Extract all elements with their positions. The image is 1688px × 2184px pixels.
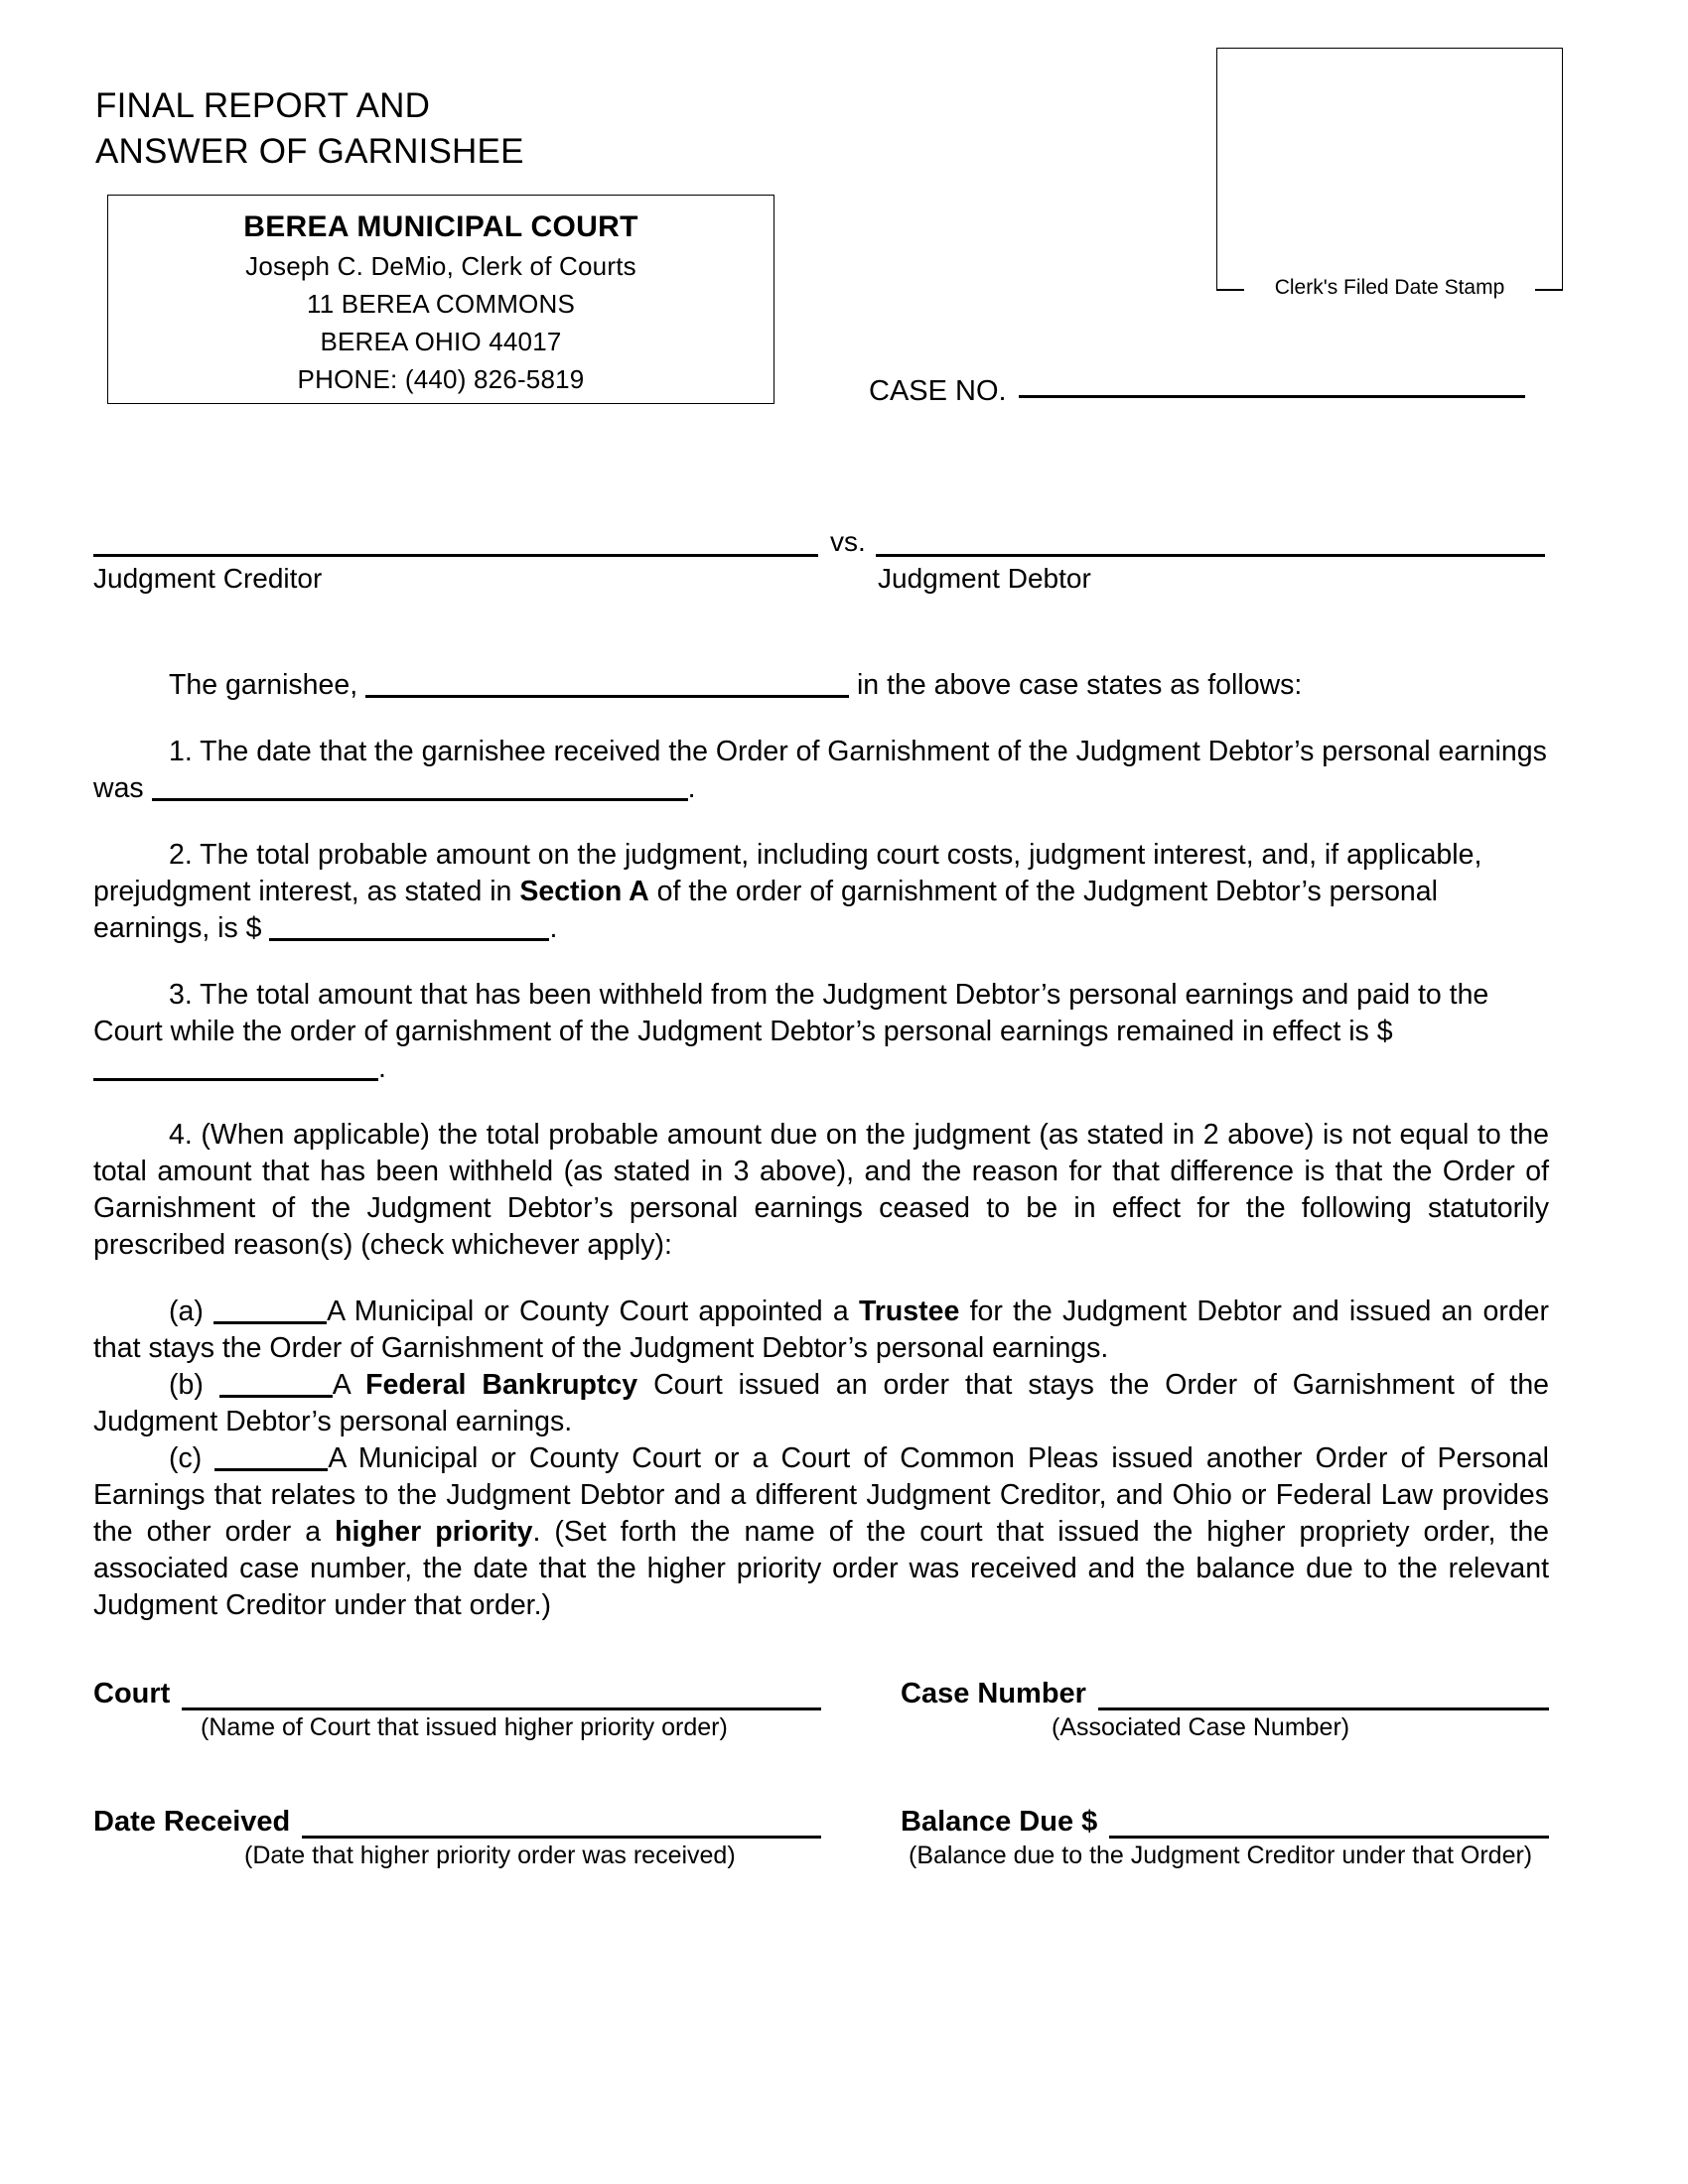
page-title <box>95 83 524 175</box>
case-number-field-input[interactable] <box>1098 1682 1549 1710</box>
item-2-text-mid: of the order of garnishment of the Judgment Debtor’s personal earnings, is $ <box>93 876 1438 944</box>
court-name: BEREA MUNICIPAL COURT <box>243 210 638 243</box>
court-field-label: Court <box>93 1678 171 1709</box>
balance-due-field-label: Balance Due $ <box>901 1806 1098 1838</box>
case-number-label: CASE NO. <box>869 375 1007 407</box>
item-2-text-pre: 2. The total probable amount on the judgment, including court costs, judgment interest, and, if applicable, prejudgment interest, as stated in <box>93 839 1482 907</box>
item-b-text-pre: A <box>332 1369 351 1401</box>
court-phone: PHONE: (440) 826-5819 <box>297 364 585 394</box>
item-c-text-pre: A Municipal or County Court or a Court of Common Pleas issued another Order of Personal Earnings that relates to the Judgment Debtor and a different Judgment Creditor, and Ohio or Federal Law provides the other order a <box>93 1442 1549 1548</box>
item-c-checkbox-line[interactable] <box>214 1443 328 1471</box>
page-title-line-1: FINAL REPORT AND <box>95 86 431 125</box>
item-2-period: . <box>549 912 558 944</box>
judgment-debtor-caption: Judgment Debtor <box>878 563 1091 594</box>
item-b-checkbox-line[interactable] <box>219 1370 333 1398</box>
item-c-label: (c) <box>169 1442 203 1474</box>
higher-priority-order-fields <box>93 1678 1549 1870</box>
item-a-checkbox-line[interactable] <box>213 1297 327 1324</box>
item-1-paragraph <box>93 734 1549 807</box>
form-row-date-balance <box>93 1806 1549 1870</box>
item-2-amount-input[interactable] <box>269 913 549 941</box>
court-clerk: Joseph C. DeMio, Clerk of Courts <box>245 251 636 281</box>
date-received-field-group <box>93 1806 821 1870</box>
date-received-field-label: Date Received <box>93 1806 291 1838</box>
date-received-field-line <box>93 1806 821 1839</box>
item-3-paragraph <box>93 977 1549 1087</box>
item-b-label: (b) <box>169 1369 204 1401</box>
case-number-input[interactable] <box>1019 395 1525 398</box>
court-field-group <box>93 1678 821 1742</box>
item-b-paragraph <box>93 1367 1549 1440</box>
court-address: 11 BEREA COMMONS <box>306 289 575 319</box>
garnishee-intro-paragraph <box>93 667 1549 704</box>
court-city-state-zip: BEREA OHIO 44017 <box>320 327 562 356</box>
parties-section <box>93 524 1545 595</box>
versus-label: vs. <box>830 526 866 557</box>
judgment-creditor-caption: Judgment Creditor <box>93 563 323 594</box>
item-b-text-post: Court issued an order that stays the Order of Garnishment of the Judgment Debtor’s personal earnings. <box>93 1369 1550 1437</box>
garnishee-name-input[interactable] <box>365 670 849 698</box>
item-c-text-post: . (Set forth the name of the court that issued the higher propriety order, the associated case number, the date that the higher priority order was received and the balance due to the relevant Judgment Creditor under that order.) <box>93 1516 1550 1621</box>
item-2-paragraph <box>93 837 1549 947</box>
item-1-text: 1. The date that the garnishee received the Order of Garnishment of the Judgment Debtor’s personal earnings was <box>93 736 1547 804</box>
court-field-line <box>93 1678 821 1710</box>
case-number-field-group <box>821 1678 1549 1742</box>
balance-due-field-line <box>901 1806 1549 1839</box>
case-number-field-line <box>901 1678 1549 1710</box>
item-3-amount-input[interactable] <box>93 1053 378 1081</box>
case-number-field-caption: (Associated Case Number) <box>1052 1713 1350 1741</box>
item-a-label: (a) <box>169 1296 204 1327</box>
judgment-debtor-input[interactable] <box>876 524 1545 557</box>
parties-captions <box>93 563 1545 595</box>
item-c-higher-priority: higher priority <box>335 1516 533 1548</box>
body-content <box>93 667 1549 1624</box>
item-c-paragraph <box>93 1440 1549 1624</box>
page-title-line-2: ANSWER OF GARNISHEE <box>95 132 524 171</box>
date-received-field-input[interactable] <box>302 1810 821 1839</box>
item-a-text-post: for the Judgment Debtor and issued an order that stays the Order of Garnishment of the Judgment Debtor’s personal earnings. <box>93 1296 1550 1364</box>
judgment-creditor-input[interactable] <box>93 524 818 557</box>
item-2-section-a: Section A <box>519 876 649 907</box>
case-number-field-label: Case Number <box>901 1678 1086 1709</box>
item-b-federal-bankruptcy: Federal Bankruptcy <box>365 1369 638 1401</box>
item-a-paragraph <box>93 1294 1549 1367</box>
item-1-date-input[interactable] <box>152 773 688 801</box>
date-received-field-caption: (Date that higher priority order was received) <box>244 1842 736 1869</box>
item-3-text: 3. The total amount that has been withheld from the Judgment Debtor’s personal earnings and paid to the Court while the order of garnishment of the Judgment Debtor’s personal earnings remained in effect is $ <box>93 979 1489 1047</box>
garnishee-intro-pre: The garnishee, <box>169 669 358 701</box>
garnishee-intro-post: in the above case states as follows: <box>856 669 1303 701</box>
item-4-paragraph <box>93 1117 1549 1264</box>
clerk-date-stamp-box <box>1216 48 1563 291</box>
item-4-text: 4. (When applicable) the total probable amount due on the judgment (as stated in 2 above) is not equal to the total amount that has been withheld (as stated in 3 above), and the reason for that difference is that the Order of Garnishment of the Judgment Debtor’s personal earnings ceased to be in effect for the following statutorily prescribed reason(s) (check whichever apply): <box>93 1119 1549 1261</box>
clerk-date-stamp-label: Clerk's Filed Date Stamp <box>1274 276 1505 299</box>
form-row-court-case <box>93 1678 1549 1742</box>
case-number-row <box>869 375 1525 408</box>
balance-due-field-input[interactable] <box>1109 1810 1549 1839</box>
court-field-caption: (Name of Court that issued higher priority order) <box>201 1713 728 1741</box>
balance-due-field-caption: (Balance due to the Judgment Creditor under that Order) <box>909 1842 1533 1869</box>
court-info-box <box>107 195 774 404</box>
item-a-trustee: Trustee <box>858 1296 960 1327</box>
balance-due-field-group <box>821 1806 1549 1870</box>
court-field-input[interactable] <box>182 1682 821 1710</box>
parties-lines <box>93 524 1545 557</box>
item-1-period: . <box>687 772 696 804</box>
item-3-period: . <box>378 1052 386 1084</box>
item-a-text-pre: A Municipal or County Court appointed a <box>327 1296 849 1327</box>
